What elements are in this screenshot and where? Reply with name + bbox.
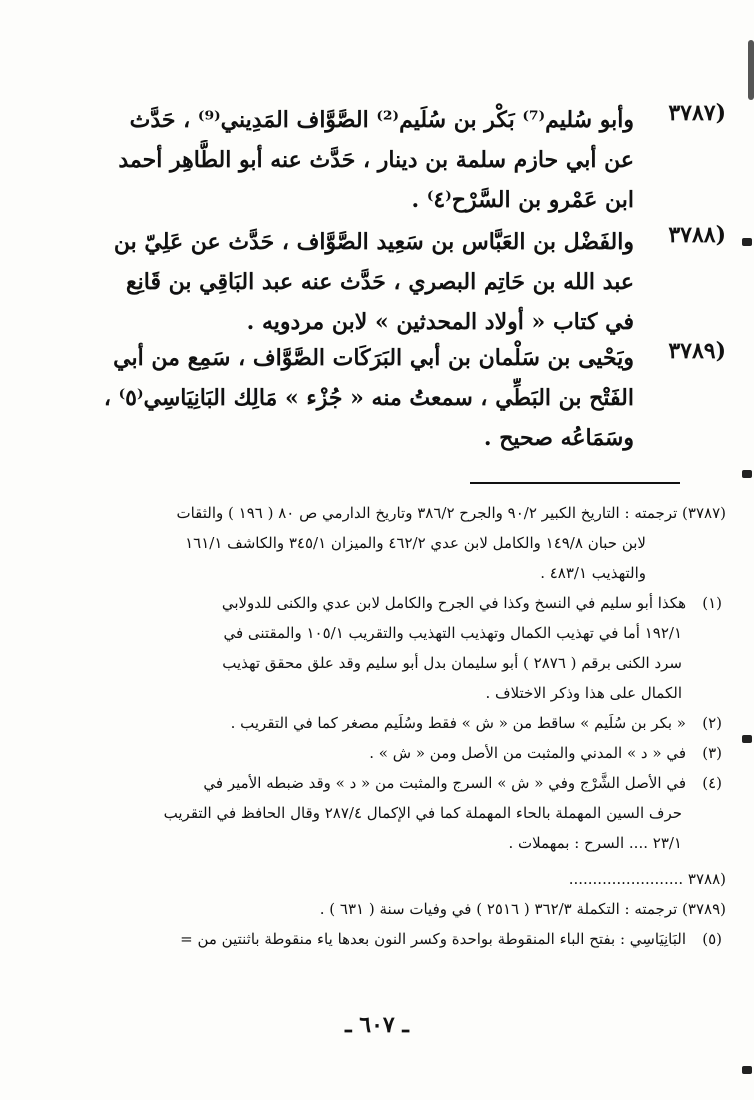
footnote-separator bbox=[470, 482, 680, 484]
scan-edge-mark bbox=[748, 40, 754, 100]
entry-3787 bbox=[66, 100, 726, 220]
scan-edge-mark bbox=[742, 735, 752, 743]
footnote-number: (٢) bbox=[702, 714, 722, 732]
entry-line: عن أبي حازم سلمة بن دينار ، حَدَّث عنه أبو الطَّاهِر أحمد bbox=[118, 147, 634, 173]
footnote-4 bbox=[36, 768, 726, 858]
entry-text bbox=[66, 100, 634, 220]
footnote-line: سرد الكنى برقم ( ٢٨٧٦ ) أبو سليمان بدل أبو سليم وقد علق محقق تهذيب bbox=[222, 654, 682, 672]
entry-line: عبد الله بن حَاتِم البصري ، حَدَّث عنه عبد البَاقِي بن قَانِع bbox=[125, 269, 634, 295]
footnote-number: (٥) bbox=[702, 930, 722, 948]
scan-edge-mark bbox=[742, 470, 752, 478]
note-3787-line: (٣٧٨٧) ترجمته : التاريخ الكبير ٩٠/٢ والجرح ٣٨٦/٢ وتاريخ الدارمي ص ٨٠ ( ١٩٦ ) والثقات bbox=[176, 504, 726, 522]
footnote-text: هكذا أبو سليم في النسخ وكذا في الجرح والكامل لابن عدي والكنى للدولابي bbox=[221, 594, 686, 612]
footnote-2 bbox=[36, 708, 726, 738]
entry-line: والفَضْل بن العَبَّاس بن سَعِيد الصَّوَّاف ، حَدَّث عن عَلِيّ بن bbox=[113, 229, 634, 255]
footnote-line: ١٩٢/١ أما في تهذيب الكمال وتهذيب التهذيب والتقريب ١٠٥/١ والمقتنى في bbox=[223, 624, 682, 642]
scan-edge-mark bbox=[742, 238, 752, 246]
note-3787-line: لابن حبان ١٤٩/٨ والكامل لابن عدي ٤٦٢/٢ والميزان ٣٤٥/١ والكاشف ١٦١/١ bbox=[185, 534, 646, 552]
note-3788: (٣٧٨٨ ........................ bbox=[568, 870, 726, 888]
entry-3788 bbox=[66, 222, 726, 342]
entry-number: (٣٧٨٨ bbox=[668, 222, 726, 248]
footnote-line bbox=[36, 738, 726, 768]
footnote-1 bbox=[36, 588, 726, 708]
entry-line: ابن عَمْرو بن السَّرْح⁽٤⁾ . bbox=[411, 187, 634, 213]
footnote-number: (١) bbox=[702, 594, 722, 612]
footnote-text: « بكر بن سُلَيم » ساقط من « ش » فقط وسُلَيم مصغر كما في التقريب . bbox=[230, 714, 686, 732]
footnote-line: حرف السين المهملة بالحاء المهملة كما في الإكمال ٢٨٧/٤ وقال الحافظ في التقريب bbox=[163, 804, 682, 822]
footnote-line bbox=[36, 708, 726, 738]
footnotes bbox=[36, 498, 726, 954]
footnote-line: ٢٣/١ .... السرح : بمهملات . bbox=[508, 834, 682, 852]
footnote-text: في « د » المدني والمثبت من الأصل ومن « ش » . bbox=[369, 744, 686, 762]
entry-number: (٣٧٨٩ bbox=[668, 338, 726, 364]
page-number: ـ ٦٠٧ ـ bbox=[345, 1012, 409, 1038]
footnote-text: في الأصل الشَّرْج وفي « ش » السرج والمثبت من « د » وقد ضبطه الأمير في bbox=[203, 774, 686, 792]
note-3789: (٣٧٨٩) ترجمته : التكملة ٣٦٢/٣ ( ٢٥١٦ ) في وفيات سنة ( ٦٣١ ) . bbox=[319, 900, 726, 918]
footnote-text: البَانِيَاسِي : بفتح الباء المنقوطة بواحدة وكسر النون بعدها ياء منقوطة باثنتين من = bbox=[180, 930, 686, 948]
footnote-number: (٣) bbox=[702, 744, 722, 762]
entry-number: (٣٧٨٧ bbox=[668, 100, 726, 126]
entry-line: وسَمَاعُه صحيح . bbox=[483, 425, 634, 451]
footnote-line bbox=[36, 768, 726, 798]
entry-line: الفَتْح بن البَطِّي ، سمعتُ منه « جُزْء » مَالِك البَانِيَاسِي⁽٥⁾ ، bbox=[103, 385, 634, 411]
footnote-line bbox=[36, 588, 726, 618]
footnote-number: (٤) bbox=[702, 774, 722, 792]
footnote-5 bbox=[36, 924, 726, 954]
note-3787-line: والتهذيب ٤٨٣/١ . bbox=[540, 564, 646, 582]
entry-text bbox=[66, 338, 634, 458]
entry-3789 bbox=[66, 338, 726, 458]
footnote-line: الكمال على هذا وذكر الاختلاف . bbox=[485, 684, 682, 702]
entry-line: وأبو سُليم⁽⁷⁾ بَكْر بن سُلَيم⁽²⁾ الصَّوَّاف المَدِيني⁽⁹⁾ ، حَدَّث bbox=[129, 107, 634, 133]
entry-text bbox=[66, 222, 634, 342]
footnote-3 bbox=[36, 738, 726, 768]
footnote-line bbox=[36, 924, 726, 954]
scan-edge-mark bbox=[742, 1066, 752, 1074]
entry-line: ويَحْيى بن سَلْمان بن أبي البَرَكَات الصَّوَّاف ، سَمِع من أبي bbox=[113, 345, 634, 371]
entry-line: في كتاب « أولاد المحدثين » لابن مردويه . bbox=[246, 309, 634, 335]
